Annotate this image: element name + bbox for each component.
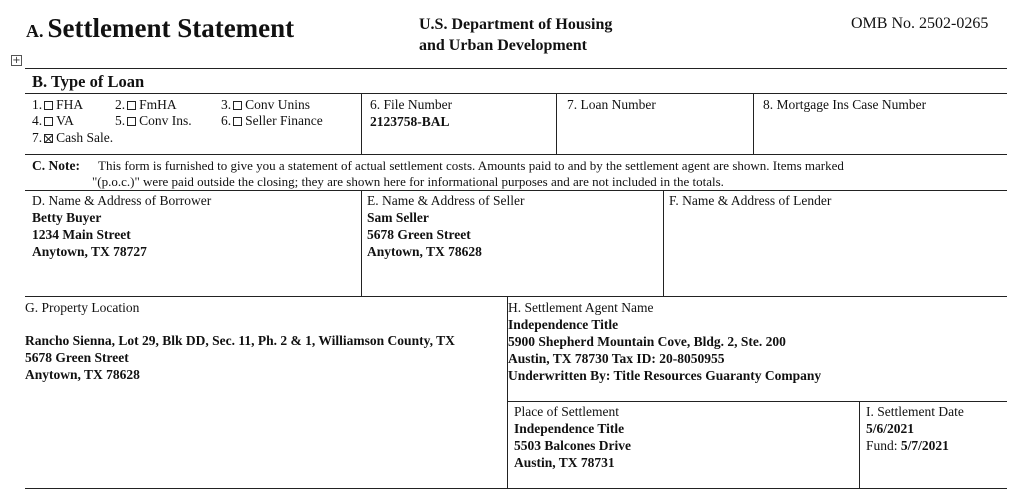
seller-name: Sam Seller: [367, 210, 429, 225]
property-legal-description: Rancho Sienna, Lot 29, Blk DD, Sec. 11, Ph. 2 & 1, Williamson County, TX: [25, 333, 455, 348]
option-label: Conv Unins: [245, 97, 311, 112]
fund-date: 5/7/2021: [900, 438, 949, 453]
loan-type-option[interactable]: [221, 112, 323, 129]
section-letter: A.: [26, 21, 44, 41]
file-number-value: 2123758-BAL: [370, 114, 450, 129]
borrower-cell: [32, 192, 211, 260]
divider: [859, 401, 860, 488]
mortgage-ins-cell: [763, 96, 926, 113]
divider: [25, 296, 1007, 297]
loan-type-option[interactable]: [32, 130, 113, 145]
department-name: [419, 14, 612, 56]
borrower-address-2: Anytown, TX 78727: [32, 244, 147, 259]
expand-icon[interactable]: +: [12, 55, 21, 66]
seller-label: E. Name & Address of Seller: [367, 193, 525, 208]
place-of-settlement-label: Place of Settlement: [514, 404, 619, 419]
loan-type-option[interactable]: [32, 97, 83, 112]
seller-address-1: 5678 Green Street: [367, 227, 471, 242]
note-label: C. Note:: [32, 158, 80, 173]
loan-number-label: 7. Loan Number: [567, 97, 656, 112]
divider: [361, 190, 362, 296]
option-label: FmHA: [139, 97, 177, 112]
settlement-date-cell: [866, 403, 964, 454]
omb-number: OMB No. 2502-0265: [851, 15, 989, 32]
option-number: 6.: [221, 113, 232, 128]
property-city: Anytown, TX 78628: [25, 367, 140, 382]
loan-type-row-2: [32, 112, 323, 129]
settlement-date: 5/6/2021: [866, 421, 915, 436]
checkbox-icon[interactable]: [233, 101, 242, 110]
seller-address-2: Anytown, TX 78628: [367, 244, 482, 259]
loan-type-option[interactable]: [115, 96, 177, 113]
property-location: [25, 332, 455, 383]
divider: [753, 93, 754, 154]
section-b-heading: B. Type of Loan: [32, 72, 145, 91]
divider: [663, 190, 664, 296]
divider: [25, 68, 1007, 69]
checkbox-icon[interactable]: [233, 117, 242, 126]
place-name: Independence Title: [514, 421, 625, 436]
mortgage-ins-label: 8. Mortgage Ins Case Number: [763, 97, 927, 112]
borrower-name: Betty Buyer: [32, 210, 102, 225]
option-number: 4.: [32, 113, 43, 128]
file-number-cell: [370, 96, 452, 130]
option-number: 2.: [115, 97, 126, 112]
borrower-address-1: 1234 Main Street: [32, 227, 131, 242]
loan-type-option[interactable]: [32, 113, 74, 128]
department-line-1: U.S. Department of Housing: [419, 16, 613, 33]
settlement-agent-address-2: Austin, TX 78730 Tax ID: 20-8050955: [508, 351, 725, 366]
lender-cell: [669, 192, 831, 209]
settlement-agent-name: Independence Title: [508, 317, 619, 332]
settlement-agent-cell: [508, 299, 821, 384]
checked-checkbox-icon[interactable]: [44, 134, 53, 143]
option-label: Conv Ins.: [139, 113, 192, 128]
checkbox-icon[interactable]: [127, 101, 136, 110]
divider: [25, 93, 1007, 94]
option-label: Seller Finance: [245, 113, 323, 128]
option-label: VA: [56, 113, 74, 128]
option-number: 3.: [221, 97, 232, 112]
divider: [25, 190, 1007, 191]
fund-label: Fund:: [866, 438, 898, 453]
page-title: Settlement Statement: [47, 13, 295, 43]
divider: [25, 154, 1007, 155]
settlement-agent-address-1: 5900 Shepherd Mountain Cove, Bldg. 2, Ste. 200: [508, 334, 786, 349]
note-line-2: "(p.o.c.)" were paid outside the closing; they are shown here for informational purposes and are not included in the totals.: [92, 174, 724, 189]
checkbox-icon[interactable]: [44, 101, 53, 110]
checkbox-icon[interactable]: [127, 117, 136, 126]
lender-label: F. Name & Address of Lender: [669, 193, 832, 208]
form-title: [26, 13, 294, 44]
loan-type-row-1: [32, 96, 311, 113]
place-address-1: 5503 Balcones Drive: [514, 438, 631, 453]
loan-type-option[interactable]: [115, 112, 192, 129]
borrower-label: D. Name & Address of Borrower: [32, 193, 212, 208]
option-label: FHA: [56, 97, 84, 112]
place-address-2: Austin, TX 78731: [514, 455, 615, 470]
settlement-date-label: I. Settlement Date: [866, 404, 964, 419]
property-label: G. Property Location: [25, 300, 140, 315]
loan-number-cell: [567, 96, 656, 113]
option-number: 7.: [32, 130, 43, 145]
loan-type-row-3: [32, 129, 113, 146]
divider: [361, 93, 362, 154]
divider: [507, 401, 1007, 402]
settlement-agent-label: H. Settlement Agent Name: [508, 300, 654, 315]
department-line-2: and Urban Development: [419, 37, 588, 54]
file-number-label: 6. File Number: [370, 97, 453, 112]
underwriter: Underwritten By: Title Resources Guaranty Company: [508, 368, 822, 383]
place-of-settlement-cell: [514, 403, 631, 471]
checkbox-icon[interactable]: [44, 117, 53, 126]
option-label: Cash Sale.: [56, 130, 114, 145]
note-line-1: This form is furnished to give you a statement of actual settlement costs. Amounts paid to and by the settlement agent are shown. Items marked: [98, 158, 844, 173]
option-number: 5.: [115, 113, 126, 128]
divider: [556, 93, 557, 154]
loan-type-option[interactable]: [221, 96, 310, 113]
seller-cell: [367, 192, 524, 260]
fund-date-line: [866, 437, 964, 454]
property-street: 5678 Green Street: [25, 350, 129, 365]
option-number: 1.: [32, 97, 43, 112]
